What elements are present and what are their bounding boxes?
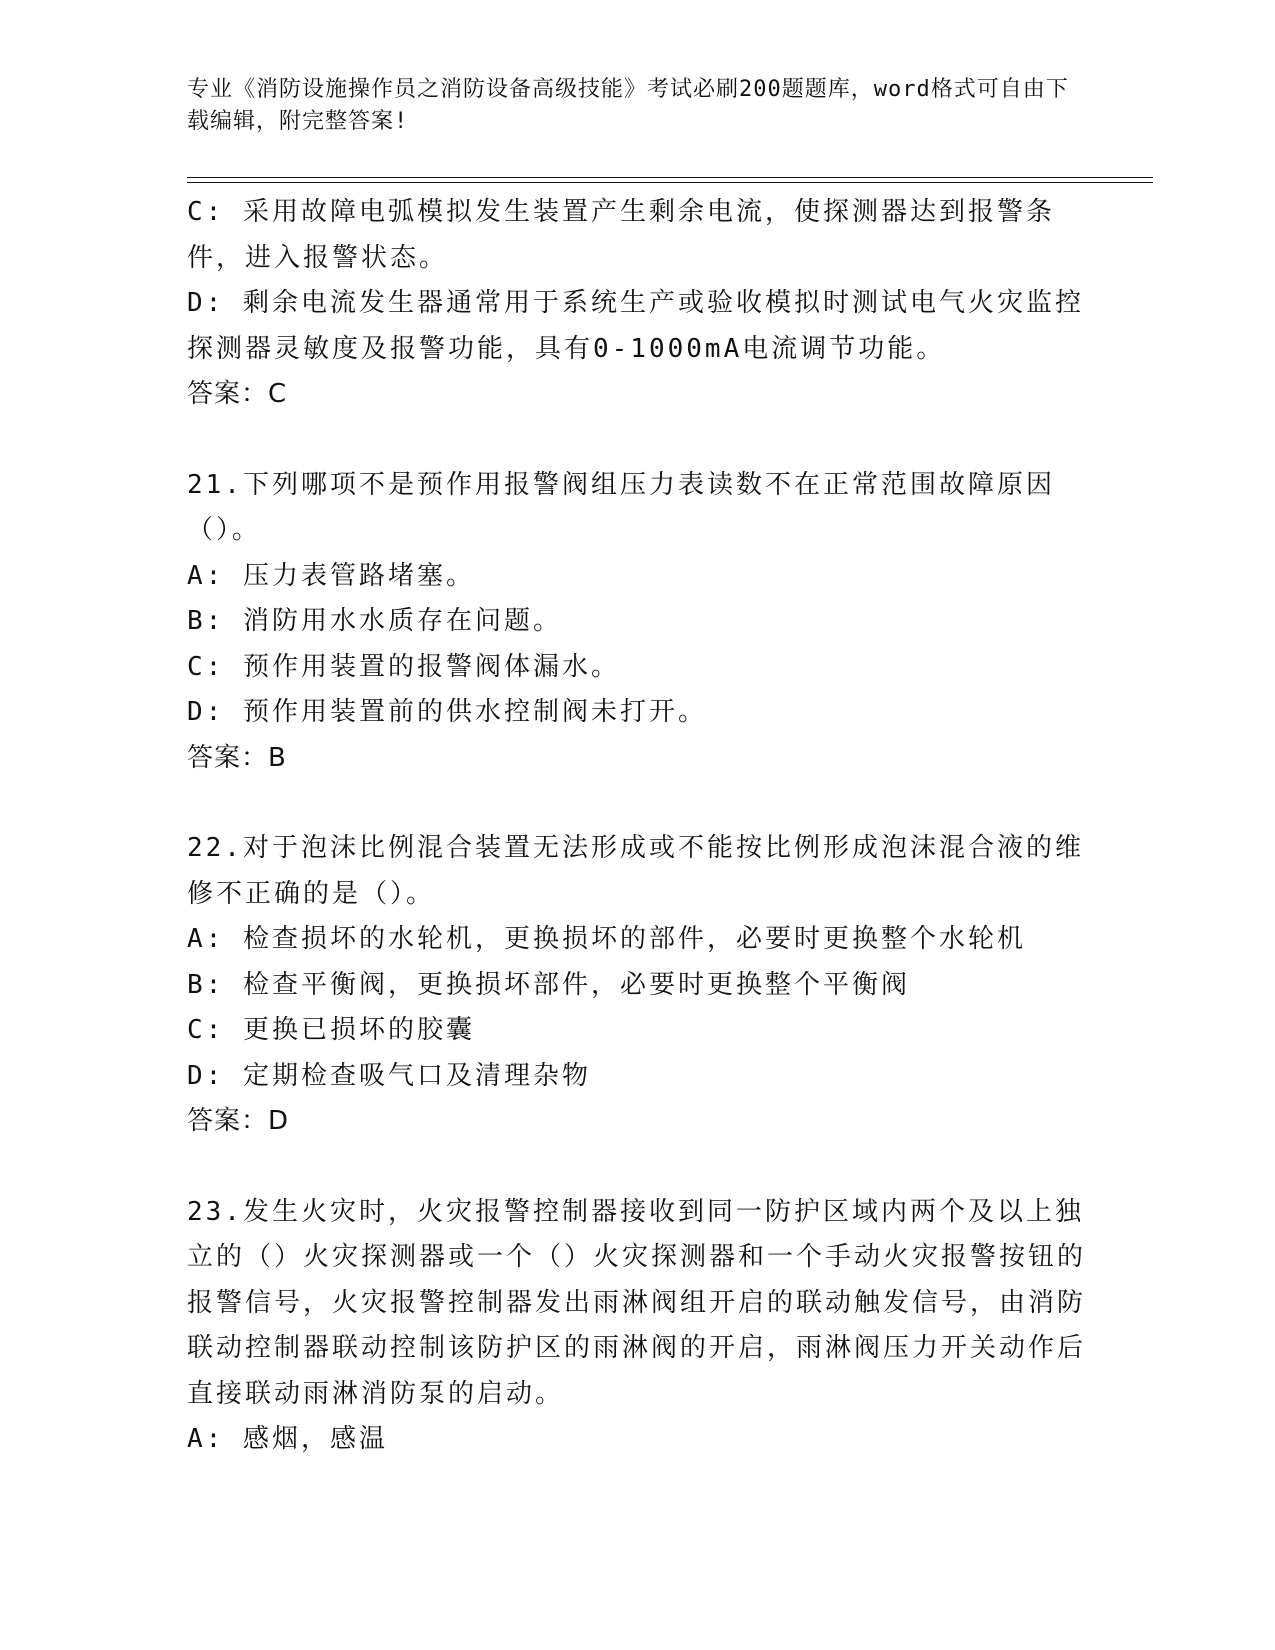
q20-option-d: D: 剩余电流发生器通常用于系统生产或验收模拟时测试电气火灾监控探测器灵敏度及报警功能，具有0-1000mA电流调节功能。 — [187, 288, 1084, 364]
q22-stem: 22.对于泡沫比例混合装置无法形成或不能按比例形成泡沫混合液的维修不正确的是（）。 — [187, 833, 1084, 909]
q22-option-c: C: 更换已损坏的胶囊 — [187, 1015, 475, 1045]
q21-option-b: B: 消防用水水质存在问题。 — [187, 606, 562, 636]
header-divider-top — [187, 177, 1153, 178]
q23-option-a: A: 感烟，感温 — [187, 1424, 388, 1454]
spacer — [187, 1145, 1087, 1190]
q20-answer: 答案：C — [187, 379, 288, 409]
q21-stem: 21.下列哪项不是预作用报警阀组压力表读数不在正常范围故障原因（）。 — [187, 469, 1055, 545]
q23-stem: 23.发生火灾时，火灾报警控制器接收到同一防护区域内两个及以上独立的（）火灾探测器或一个（）火灾探测器和一个手动火灾报警按钮的报警信号，火灾报警控制器发出雨淋阀组开启的联动触发信号，由消防联动控制器联动控制该防护区的雨淋阀的开启，雨淋阀压力开关动作后直接联动雨淋消防泵的启动。 — [187, 1196, 1087, 1409]
q22-option-b: B: 检查平衡阀，更换损坏部件，必要时更换整个平衡阀 — [187, 969, 910, 1000]
document-header — [187, 74, 1077, 138]
q21-option-d: D: 预作用装置前的供水控制阀未打开。 — [187, 697, 707, 727]
q21-option-c: C: 预作用装置的报警阀体漏水。 — [187, 651, 620, 682]
spacer — [187, 418, 1087, 463]
q22-answer: 答案：D — [187, 1106, 290, 1136]
q21-answer: 答案：B — [187, 742, 287, 773]
q22-option-d: D: 定期检查吸气口及清理杂物 — [187, 1060, 591, 1091]
q22-option-a: A: 检查损坏的水轮机，更换损坏的部件，必要时更换整个水轮机 — [187, 924, 1026, 954]
spacer — [187, 781, 1087, 826]
q20-option-c: C: 采用故障电弧模拟发生装置产生剩余电流，使探测器达到报警条件，进入报警状态。 — [187, 197, 1055, 273]
q21-option-a: A: 压力表管路堵塞。 — [187, 560, 475, 591]
question-content — [187, 190, 1087, 1463]
header-title: 专业《消防设施操作员之消防设备高级技能》考试必刷200题题库，word格式可自由下载编辑，附完整答案! — [187, 77, 1069, 134]
header-divider-bottom — [187, 182, 1153, 183]
